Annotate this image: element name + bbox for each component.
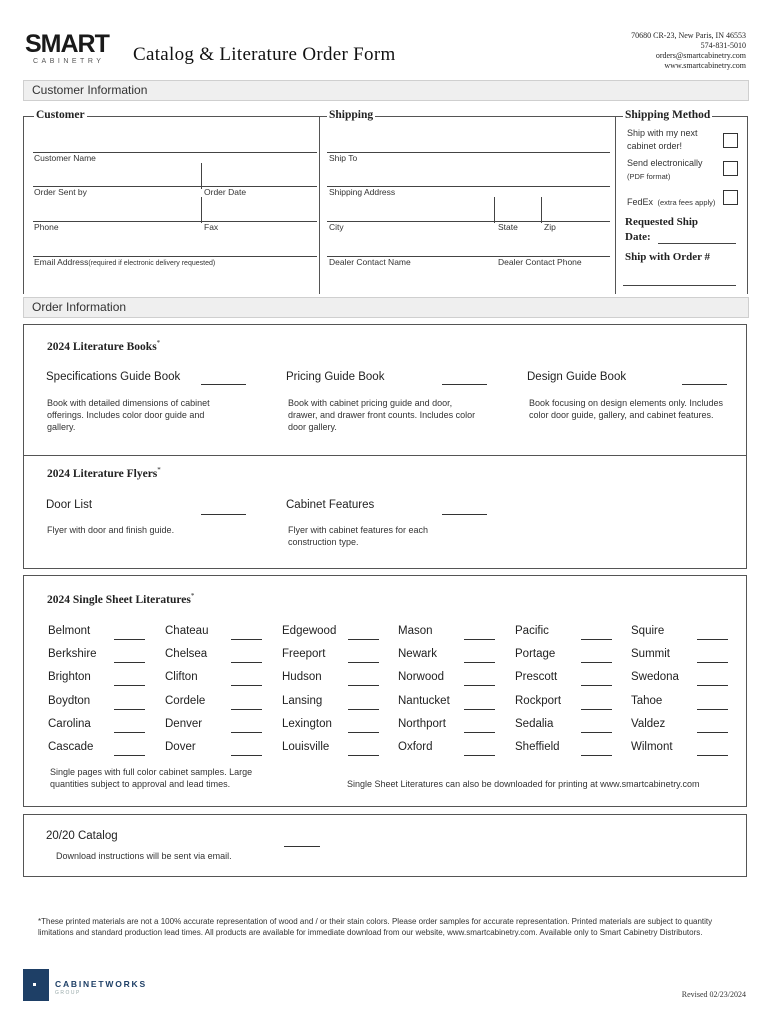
- company-address: 70680 CR-23, New Paris, IN 46553: [631, 31, 746, 40]
- dealer-contact-name-label: Dealer Contact Name: [329, 257, 411, 267]
- sheet-quantity-line[interactable]: [348, 685, 379, 686]
- sheet-quantity-line[interactable]: [231, 732, 262, 733]
- email-label: [34, 257, 215, 267]
- sheet-item-name: Rockport: [515, 695, 562, 707]
- cabinetworks-dot-icon: [33, 983, 36, 986]
- sheet-item-name: Mason: [398, 625, 433, 637]
- catalog-quantity-line[interactable]: [284, 846, 320, 847]
- literature-flyers-heading: 2024 Literature Flyers*: [47, 466, 161, 480]
- sheet-item-name: Lansing: [282, 695, 323, 707]
- sheet-quantity-line[interactable]: [348, 709, 379, 710]
- sheet-quantity-line[interactable]: [464, 755, 495, 756]
- sheet-item-name: Nantucket: [398, 695, 450, 707]
- ship-with-order-option: Ship with my next cabinet order!: [627, 128, 698, 151]
- order-date-label: Order Date: [204, 187, 247, 197]
- ship-to-label: Ship To: [329, 153, 358, 163]
- sheet-item-name: Belmont: [48, 625, 91, 637]
- book-quantity-line[interactable]: [442, 384, 487, 385]
- sheet-quantity-line[interactable]: [697, 639, 728, 640]
- sheet-item-name: Newark: [398, 648, 437, 660]
- sheet-quantity-line[interactable]: [114, 662, 145, 663]
- sheet-item-name: Norwood: [398, 671, 445, 683]
- company-logo: [25, 30, 115, 70]
- book-item-name: Design Guide Book: [527, 371, 627, 383]
- sheet-item-name: Chelsea: [165, 648, 208, 660]
- page-title: Catalog & Literature Order Form: [133, 44, 396, 65]
- zip-label: Zip: [544, 222, 556, 232]
- sheet-quantity-line[interactable]: [464, 709, 495, 710]
- sheet-item-name: Oxford: [398, 741, 433, 753]
- book-item-desc: Book with detailed dimensions of cabinet offerings. Includes color door guide and gallery.: [47, 398, 210, 432]
- cabinetworks-sub: GROUP: [55, 990, 81, 996]
- sheet-quantity-line[interactable]: [697, 732, 728, 733]
- book-item-name: Pricing Guide Book: [286, 371, 385, 383]
- customer-group: [23, 116, 320, 294]
- ship-with-order-number-line[interactable]: [623, 285, 736, 286]
- catalog-desc: Download instructions will be sent via email.: [56, 851, 232, 861]
- city-line[interactable]: [327, 221, 610, 222]
- sheet-quantity-line[interactable]: [697, 662, 728, 663]
- sheet-quantity-line[interactable]: [581, 732, 612, 733]
- sheet-item-name: Sheffield: [515, 741, 560, 753]
- fedex-checkbox[interactable]: [723, 190, 738, 205]
- shipping-heading: Shipping: [329, 109, 374, 121]
- sheet-item-name: Prescott: [515, 671, 558, 683]
- sheet-quantity-line[interactable]: [464, 732, 495, 733]
- sheet-item-name: Edgewood: [282, 625, 337, 637]
- sheet-quantity-line[interactable]: [581, 685, 612, 686]
- book-item-name: Specifications Guide Book: [46, 371, 181, 383]
- flyer-quantity-line[interactable]: [201, 514, 246, 515]
- catalog-name: 20/20 Catalog: [46, 830, 118, 842]
- requested-ship-date-line[interactable]: [658, 243, 736, 244]
- single-sheets-download-note: Single Sheet Literatures can also be downloaded for printing at www.smartcabinetry.com: [347, 779, 700, 789]
- flyer-item-desc: Flyer with cabinet features for each construction type.: [288, 525, 429, 547]
- sheet-quantity-line[interactable]: [114, 709, 145, 710]
- sheet-item-name: Berkshire: [48, 648, 97, 660]
- revised-date: Revised 02/23/2024: [681, 990, 746, 999]
- book-quantity-line[interactable]: [682, 384, 727, 385]
- cabinetworks-name: CABINETWORKS: [55, 979, 147, 989]
- order-sent-by-label: Order Sent by: [34, 187, 87, 197]
- sheet-item-name: Chateau: [165, 625, 209, 637]
- flyer-item-name: Cabinet Features: [286, 499, 375, 511]
- sheet-item-name: Carolina: [48, 718, 91, 730]
- dealer-contact-phone-label: Dealer Contact Phone: [498, 257, 582, 267]
- sheet-quantity-line[interactable]: [348, 732, 379, 733]
- send-electronically-option: Send electronically (PDF format): [627, 158, 703, 181]
- phone-label: Phone: [34, 222, 59, 232]
- sheet-quantity-line[interactable]: [464, 662, 495, 663]
- sheet-quantity-line[interactable]: [231, 662, 262, 663]
- phone-line[interactable]: [33, 221, 317, 222]
- company-email[interactable]: orders@smartcabinetry.com: [655, 51, 746, 60]
- sheet-item-name: Squire: [631, 625, 665, 637]
- customer-info-title: Customer Information: [32, 83, 148, 97]
- requested-ship-date-label: Requested Ship Date:: [625, 216, 699, 243]
- customer-heading: Customer: [36, 109, 85, 121]
- flyer-quantity-line[interactable]: [442, 514, 487, 515]
- sheet-item-name: Lexington: [282, 718, 332, 730]
- sheet-quantity-line[interactable]: [348, 755, 379, 756]
- single-sheets-heading: 2024 Single Sheet Literatures*: [47, 592, 195, 606]
- sheet-quantity-line[interactable]: [231, 709, 262, 710]
- sheet-quantity-line[interactable]: [114, 639, 145, 640]
- sheet-quantity-line[interactable]: [231, 685, 262, 686]
- sheet-item-name: Valdez: [631, 718, 666, 730]
- sheet-item-name: Tahoe: [631, 695, 663, 707]
- sheet-item-name: Northport: [398, 718, 446, 730]
- sheet-quantity-line[interactable]: [464, 685, 495, 686]
- sheet-quantity-line[interactable]: [581, 755, 612, 756]
- sheet-quantity-line[interactable]: [697, 685, 728, 686]
- sheet-quantity-line[interactable]: [581, 662, 612, 663]
- sheet-item-name: Denver: [165, 718, 203, 730]
- sheet-quantity-line[interactable]: [581, 639, 612, 640]
- sheet-quantity-line[interactable]: [114, 732, 145, 733]
- sheet-item-name: Sedalia: [515, 718, 554, 730]
- sheet-quantity-line[interactable]: [231, 755, 262, 756]
- shipping-address-label: Shipping Address: [329, 187, 396, 197]
- company-website[interactable]: www.smartcabinetry.com: [664, 61, 746, 70]
- sheet-quantity-line[interactable]: [697, 709, 728, 710]
- company-contact: [631, 31, 746, 71]
- sheet-item-name: Freeport: [282, 648, 326, 660]
- sheet-quantity-line[interactable]: [581, 709, 612, 710]
- cabinetworks-logo: [23, 969, 163, 1003]
- send-electronically-checkbox[interactable]: [723, 161, 738, 176]
- sheet-item-name: Boydton: [48, 695, 91, 707]
- sheet-item-name: Cascade: [48, 741, 94, 753]
- ship-with-order-checkbox[interactable]: [723, 133, 738, 148]
- sheet-item-name: Louisville: [282, 741, 330, 753]
- company-phone: 574-831-5010: [700, 41, 746, 50]
- fedex-option: FedEx (extra fees apply): [627, 197, 716, 207]
- book-item-desc: Book focusing on design elements only. Includes color door guide, gallery, and cabinet features.: [529, 398, 723, 420]
- sheet-quantity-line[interactable]: [231, 639, 262, 640]
- sheet-quantity-line[interactable]: [114, 685, 145, 686]
- sheet-item-name: Swedona: [631, 671, 679, 683]
- fax-label: Fax: [204, 222, 219, 232]
- cabinetworks-mark: [23, 969, 49, 1001]
- shipping-method-heading: Shipping Method: [625, 109, 711, 121]
- book-quantity-line[interactable]: [201, 384, 246, 385]
- city-label: City: [329, 222, 344, 232]
- sheet-quantity-line[interactable]: [114, 755, 145, 756]
- single-sheets-note: Single pages with full color cabinet samples. Large quantities subject to approval and lead times.: [50, 767, 253, 789]
- ship-to-line[interactable]: [327, 152, 610, 153]
- sheet-item-name: Portage: [515, 648, 556, 660]
- sheet-item-name: Brighton: [48, 671, 91, 683]
- logo-subtext: CABINETRY: [33, 58, 105, 65]
- sheet-item-name: Clifton: [165, 671, 198, 683]
- state-label: State: [498, 222, 518, 232]
- book-item-desc: Book with cabinet pricing guide and door, drawer, and drawer front counts. Includes color door gallery.: [288, 398, 476, 432]
- logo-wordmark: SMART: [25, 30, 109, 58]
- sheet-quantity-line[interactable]: [697, 755, 728, 756]
- sheet-quantity-line[interactable]: [348, 639, 379, 640]
- customer-name-label: Customer Name: [34, 153, 96, 163]
- disclaimer: *These printed materials are not a 100% accurate representation of wood and / or their stain colors. Please order samples for accurate representation. Printed materials are subject to quantity limitations and standard production lead times. All products are available for immediate download from our website, www.smartcabinetry.com. Available only to Smart Cabinetry Distributors.: [38, 917, 713, 937]
- ship-with-order-number-label: Ship with Order #: [625, 251, 711, 263]
- order-info-title: Order Information: [32, 300, 127, 314]
- flyer-item-name: Door List: [46, 499, 93, 511]
- catalog-box: [23, 814, 747, 877]
- sheet-item-name: Hudson: [282, 671, 322, 683]
- sheet-item-name: Wilmont: [631, 741, 673, 753]
- literature-books-heading: 2024 Literature Books*: [47, 339, 161, 353]
- sheet-item-name: Dover: [165, 741, 196, 753]
- shipping-group: [319, 116, 616, 294]
- sheet-quantity-line[interactable]: [348, 662, 379, 663]
- customer-info-bar: [23, 80, 749, 101]
- sheet-item-name: Cordele: [165, 695, 206, 707]
- email-label-note: (required if electronic delivery requested): [88, 260, 216, 267]
- sheet-item-name: Pacific: [515, 625, 549, 637]
- email-label-text: Email Address: [34, 257, 89, 267]
- flyer-item-desc: Flyer with door and finish guide.: [47, 525, 175, 535]
- sheet-quantity-line[interactable]: [464, 639, 495, 640]
- order-info-bar: [23, 297, 749, 318]
- sheet-item-name: Summit: [631, 648, 670, 660]
